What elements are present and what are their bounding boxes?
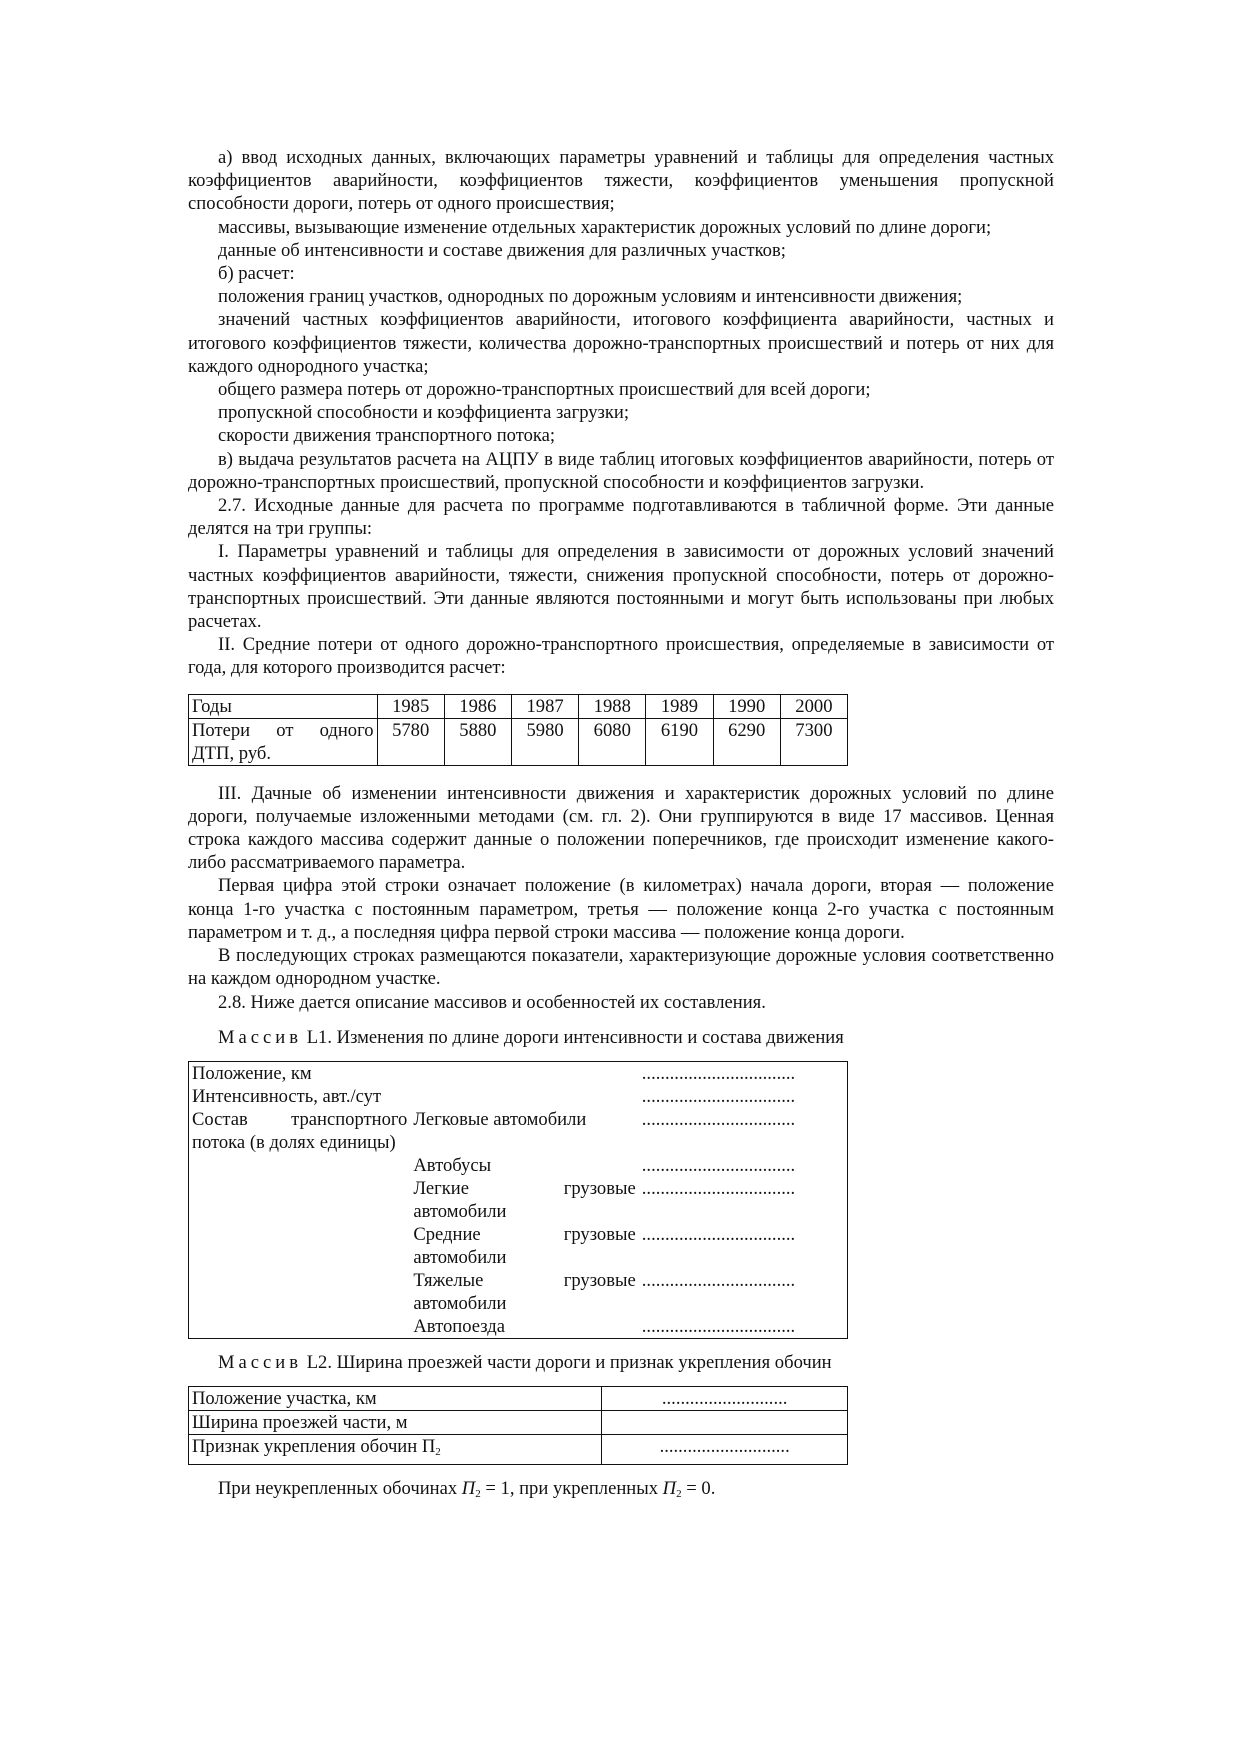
table-row <box>189 1108 848 1154</box>
l2-caption-text: L2. Ширина проезжей части дороги и признак укрепления обочин <box>306 1351 832 1373</box>
loss-cell: 6290 <box>713 718 780 765</box>
paragraph: пропускной способности и коэффициента загрузки; <box>218 402 630 424</box>
table-row <box>189 1154 848 1177</box>
l2-shoulder-label: Признак укрепления обочин $П_2$ <box>189 1435 602 1465</box>
l1-dots: ................................. <box>641 1085 796 1107</box>
paragraph: III. Дачные об изменении интенсивности движения и характеристик дорожных условий по длине дороги, получаемые изложенными методами (см. гл. 2). Они группируются в виде 17 массивов. Ценная строка каждого массива содержит данные о положении поперечников, где происходит изменение какого-либо рассматриваемого параметра. <box>188 782 1054 874</box>
losses-label-line2: ДТП, руб. <box>192 742 271 764</box>
table-row <box>189 1435 848 1465</box>
l1-dots: ................................. <box>641 1269 796 1291</box>
paragraphs-mid <box>188 782 1054 1014</box>
l1-dots: ................................. <box>641 1154 796 1176</box>
array-l1-table <box>188 1061 848 1339</box>
l1-caption <box>188 1026 1054 1049</box>
losses-label-w2: от <box>276 719 294 741</box>
loss-cell: 6080 <box>579 718 646 765</box>
l2-dots: ............................ <box>602 1435 848 1465</box>
paragraphs-top <box>188 146 1054 680</box>
l1-caption-word: Массив <box>218 1026 303 1048</box>
year-cell: 1990 <box>713 694 780 718</box>
l1-road-trains-label: Автопоезда <box>413 1315 505 1337</box>
document-body <box>188 146 1054 1518</box>
table-row <box>189 1387 848 1411</box>
l1-intensity-label: Интенсивность, авт./сут <box>192 1085 382 1107</box>
l1-dots: ................................. <box>641 1223 796 1245</box>
year-cell: 1986 <box>444 694 511 718</box>
l1-dots: ................................. <box>641 1108 796 1130</box>
losses-by-year-table <box>188 694 848 766</box>
table-row <box>189 1411 848 1435</box>
l1-light-trucks-label: Легкие грузовые автомобили <box>413 1177 636 1222</box>
years-label: Годы <box>189 694 378 718</box>
l1-composition-label: Состав транспортного потока (в долях единицы) <box>192 1108 408 1153</box>
l2-width-label: Ширина проезжей части, м <box>189 1411 602 1435</box>
l1-position-label: Положение, км <box>192 1062 312 1084</box>
l1-medium-trucks-label: Средние грузовые автомобили <box>413 1223 636 1268</box>
paragraph: положения границ участков, однородных по дорожным условиям и интенсивности движения; <box>218 286 963 308</box>
paragraph: скорости движения транспортного потока; <box>218 425 556 447</box>
l2-empty-cell <box>602 1411 848 1435</box>
table-row <box>189 1061 848 1085</box>
losses-label-w1: Потери <box>192 719 251 741</box>
table-row <box>189 1269 848 1315</box>
paragraph: II. Средние потери от одного дорожно-транспортного происшествия, определяемые в зависимости от года, для которого производится расчет: <box>188 634 1054 679</box>
losses-label-w3: одного <box>319 719 374 741</box>
loss-cell: 5980 <box>511 718 578 765</box>
paragraph: общего размера потерь от дорожно-транспортных происшествий для всей дороги; <box>218 379 871 401</box>
loss-cell: 5780 <box>377 718 444 765</box>
paragraph: массивы, вызывающие изменение отдельных характеристик дорожных условий по длине дороги; <box>218 216 992 238</box>
paragraph: значений частных коэффициентов аварийности, итогового коэффициента аварийности, частных и итогового коэффициентов тяжести, количества дорожно-транспортных происшествий и потерь от них для каждого однородного участка; <box>188 309 1054 377</box>
losses-label-line1 <box>192 719 374 742</box>
l2-dots: ........................... <box>602 1387 848 1411</box>
l2-caption-word: Массив <box>218 1351 303 1373</box>
final-note: При неукрепленных обочинах $П_2 = 1$, при укрепленных $П_2 = 0$. <box>218 1478 716 1501</box>
paragraph: данные об интенсивности и составе движения для различных участков; <box>218 239 786 261</box>
table-row <box>189 1177 848 1223</box>
paragraph: I. Параметры уравнений и таблицы для определения в зависимости от дорожных условий значений частных коэффициентов аварийности, тяжести, снижения пропускной способности, потерь от дорожно-транспортных происшествий. Эти данные являются постоянными и могут быть использованы при любых расчетах. <box>188 541 1054 633</box>
losses-label <box>189 718 378 765</box>
paragraph: а) ввод исходных данных, включающих параметры уравнений и таблицы для определения частных коэффициентов аварийности, коэффициентов тяжести, коэффициентов уменьшения пропускной способности дороги, потерь от одного происшествия; <box>188 147 1054 215</box>
loss-cell: 7300 <box>780 718 847 765</box>
table-row <box>189 1223 848 1269</box>
l2-position-label: Положение участка, км <box>189 1387 602 1411</box>
table-row <box>189 694 848 718</box>
paragraph: б) расчет: <box>218 263 295 285</box>
l1-heavy-trucks-label: Тяжелые грузовые автомобили <box>413 1269 636 1314</box>
paragraph: В последующих строках размещаются показатели, характеризующие дорожные условия соответственно на каждом однородном участке. <box>188 945 1054 990</box>
year-cell: 1985 <box>377 694 444 718</box>
loss-cell: 6190 <box>646 718 713 765</box>
table-row <box>189 718 848 765</box>
paragraph: 2.7. Исходные данные для расчета по программе подготавливаются в табличной форме. Эти данные делятся на три группы: <box>188 495 1054 540</box>
table-row <box>189 1315 848 1339</box>
paragraph: Первая цифра этой строки означает положение (в километрах) начала дороги, вторая — положение конца 1-го участка с постоянным параметром, третья — положение конца 2-го участка с постоянным параметром и т. д., а последняя цифра первой строки массива — положение конца дороги. <box>188 875 1054 943</box>
paragraph: в) выдача результатов расчета на АЦПУ в виде таблиц итоговых коэффициентов аварийности, потерь от дорожно-транспортных происшествий, пропускной способности и коэффициентов загрузки. <box>188 448 1054 493</box>
year-cell: 1987 <box>511 694 578 718</box>
table-row <box>189 1085 848 1108</box>
l1-cars-label: Легковые автомобили <box>413 1108 587 1130</box>
year-cell: 1989 <box>646 694 713 718</box>
array-l2-table <box>188 1386 848 1465</box>
l2-caption <box>188 1351 1054 1374</box>
l1-dots: ................................. <box>641 1177 796 1199</box>
year-cell: 1988 <box>579 694 646 718</box>
l1-dots: ................................. <box>641 1315 796 1337</box>
l1-dots: ................................. <box>641 1062 796 1084</box>
year-cell: 2000 <box>780 694 847 718</box>
l1-caption-text: L1. Изменения по длине дороги интенсивности и состава движения <box>306 1026 844 1048</box>
l1-buses-label: Автобусы <box>413 1154 492 1176</box>
paragraph: 2.8. Ниже дается описание массивов и особенностей их составления. <box>218 991 766 1013</box>
loss-cell: 5880 <box>444 718 511 765</box>
